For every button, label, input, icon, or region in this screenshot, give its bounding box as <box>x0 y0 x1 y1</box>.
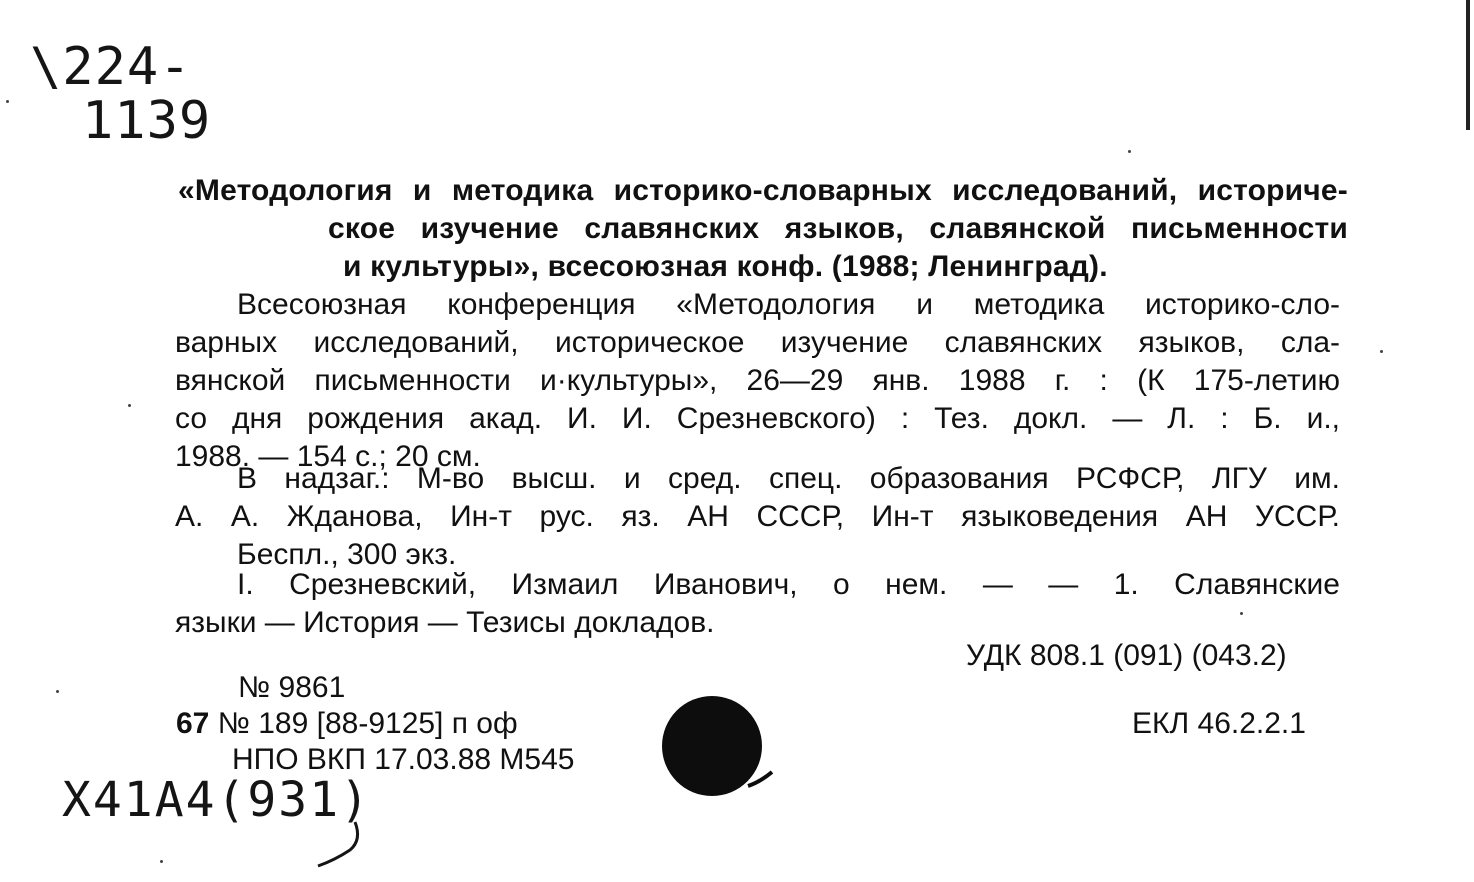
heading-line2: ское изучение славянских языков, славянской письменности <box>328 212 1348 245</box>
card-heading <box>178 172 1348 286</box>
heading-line1: «Методология и методика историко-словарных исследований, историче- <box>178 174 1348 207</box>
description-line1: Всесоюзная конференция «Методология и методика историко-сло- <box>237 288 1340 321</box>
subjects-line2: языки — История — Тезисы докладов. <box>175 606 715 639</box>
handwritten-code-line1: \224- <box>30 37 192 97</box>
scan-dot <box>1240 612 1243 615</box>
handwritten-inventory-code: X41A4(931) <box>62 772 371 828</box>
note-line3: Беспл., 300 экз. <box>237 538 457 571</box>
ink-stamp-mark <box>660 694 780 804</box>
order-text: № 189 [88-9125] п оф <box>217 707 518 740</box>
scan-dot <box>6 100 9 103</box>
order-prefix: 67 <box>176 707 210 740</box>
handwritten-underline-stroke <box>300 820 370 870</box>
card-edge-line <box>1466 0 1470 130</box>
handwritten-code-line2: 1139 <box>82 91 212 151</box>
bibliographic-description <box>175 286 1340 476</box>
scan-dot <box>160 860 163 863</box>
description-line4: со дня рождения акад. И. И. Срезневского) : Тез. докл. — Л. : Б. и., <box>175 402 1340 435</box>
scan-dot <box>1380 350 1383 353</box>
subjects-line1: I. Срезневский, Измаил Иванович, о нем. — — 1. Славянские <box>237 568 1340 601</box>
udc-code: УДК 808.1 (091) (043.2) <box>966 639 1287 672</box>
card-subjects <box>175 566 1340 642</box>
scan-dot <box>1128 150 1131 153</box>
card-note <box>175 460 1340 574</box>
card-number: № 9861 <box>238 671 346 704</box>
description-line5: 1988. — 154 с.; 20 см. <box>175 440 481 473</box>
note-line1: В надзаг.: М-во высш. и сред. спец. образования РСФСР, ЛГУ им. <box>237 462 1340 495</box>
description-line2: варных исследований, историческое изучение славянских языков, сла- <box>175 326 1340 359</box>
description-line3: вянской письменности и·культуры», 26—29 янв. 1988 г. : (К 175-летию <box>175 364 1340 397</box>
ekl-code: ЕКЛ 46.2.2.1 <box>1132 707 1306 740</box>
heading-line3: и культуры», всесоюзная конф. (1988; Ленинград). <box>343 250 1108 283</box>
scan-dot <box>56 690 59 693</box>
note-line2: А. А. Жданова, Ин-т рус. яз. АН СССР, Ин-т языковедения АН УССР. <box>175 500 1340 533</box>
scan-dot <box>128 404 131 407</box>
order-line <box>176 706 518 742</box>
printer-line: НПО ВКП 17.03.88 М545 <box>232 743 575 776</box>
handwritten-shelf-code <box>30 37 212 151</box>
